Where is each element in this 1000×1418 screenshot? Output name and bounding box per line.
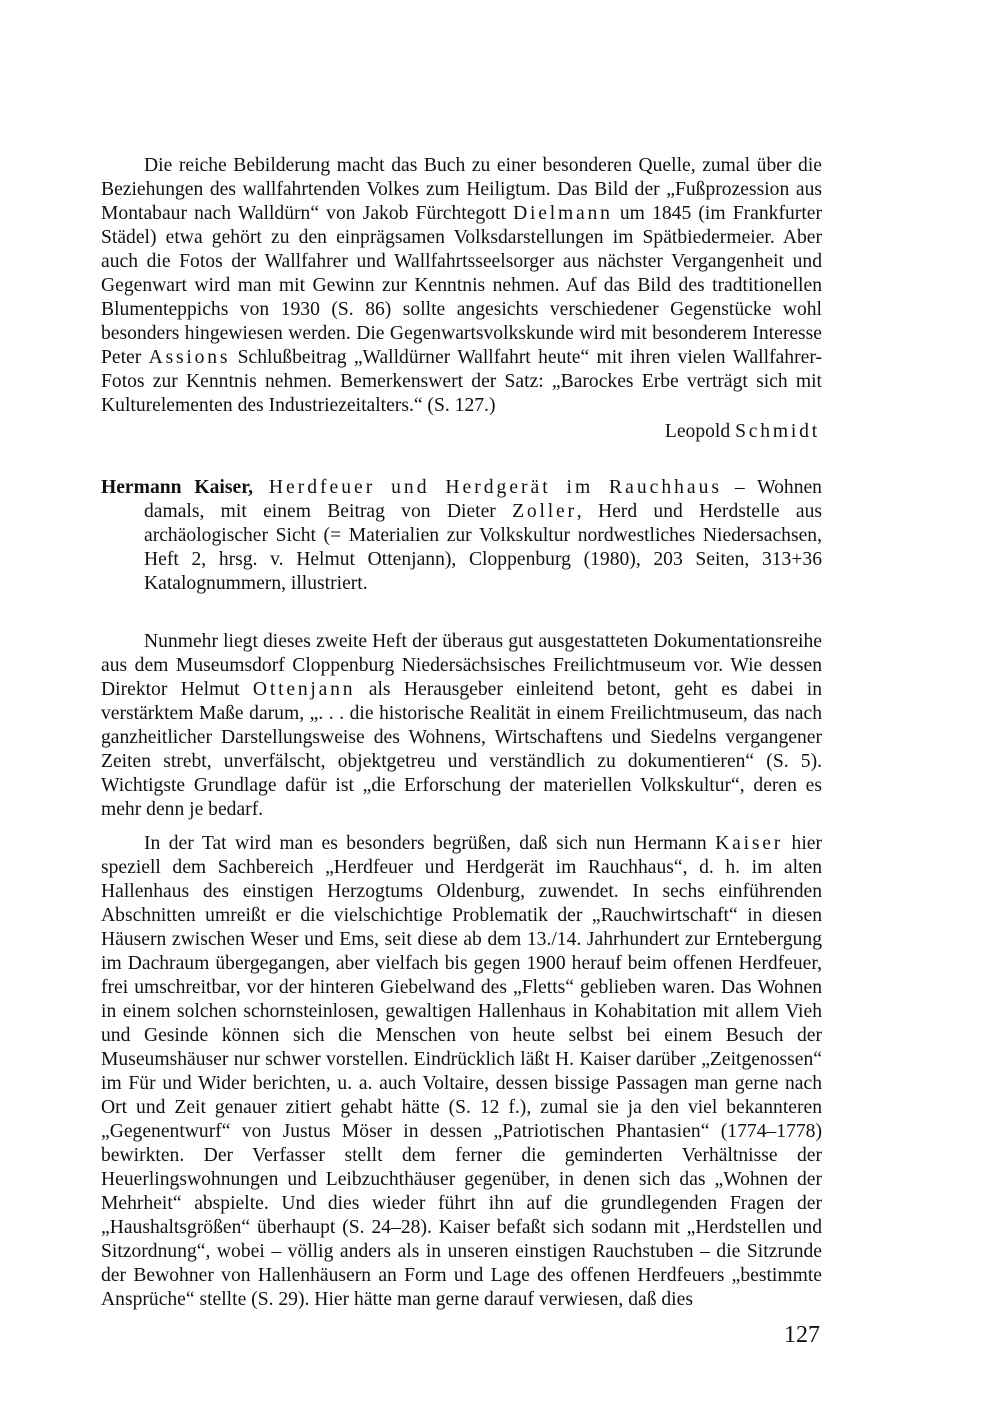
person-name: Dielmann (513, 203, 613, 224)
page-number: 127 (784, 1322, 820, 1348)
bibliographic-entry: Hermann Kaiser, Herdfeuer und Herdgerät im Rauchhaus – Wohnen damals, mit einem Beitrag von Dieter Zoller, Herd und Herdstelle aus archäologischer Sicht (= Materialien zur Volkskultur nordwestliches Niedersachsen, Heft 2, hrsg. v. Helmut Ottenjann), Cloppenburg (1980), 203 Seiten, 313+36 Katalognummern, illustriert. (101, 477, 822, 594)
person-name: Zoller (512, 501, 577, 522)
reviewer-signature: Leopold Schmidt (664, 421, 820, 442)
person-name: Ottenjann (252, 679, 356, 700)
document-page (101, 154, 822, 1312)
entry-author: Hermann Kaiser, (101, 477, 253, 498)
review-paragraph: In der Tat wird man es besonders begrüßen, daß sich nun Hermann Kaiser hier speziell dem Sachbereich „Herdfeuer und Herdgerät im Rauchhaus“, d. h. im alten Hallenhaus des einstigen Herzogtums Oldenburg, zuwendet. In sechs einführenden Abschnitten umreißt er die vielschichtige Problematik der „Rauchwirtschaft“ in diesen Häusern zwischen Weser und Ems, seit diese ab dem 13./14. Jahrhundert zur Erntebergung im Dachraum übergegangen, aber vielfach bis gegen 1900 herauf beim offenen Herdfeuer, frei umschreitbar, vor der hinteren Giebelwand des „Fletts“ geblieben waren. Das Wohnen in einem solchen schornsteinlosen, gewaltigen Hallenhaus in Kohabitation mit allem Vieh und Gesinde können sich die Menschen von heute selbst bei einem Besuch der Museumshäuser nur schwer vorstellen. Eindrücklich läßt H. Kaiser darüber „Zeitgenossen“ im Für und Wider berichten, u. a. auch Voltaire, dessen bissige Passagen man gerne nach Ort und Zeit genauer zitiert gehabt hätte (S. 12 f.), zumal sie ja den viel bekannteren „Gegenentwurf“ von Justus Möser in dessen „Patriotischen Phantasien“ (1774–1778) bewirkten. Der Verfasser stellt dem ferner die geminderten Verhältnisse der Heuerlingswohnungen und Leibzuchthäuser gegenüber, in denen sich das „Wohnen der Mehrheit“ abspielte. Und dies wieder führt ihn auf die grundlegenden Fragen der „Haushaltsgrößen“ überhaupt (S. 24–28). Kaiser befaßt sich sodann mit „Herdstellen und Sitzordnung“, wobei – völlig anders als in unseren einstigen Rauchstuben – die Sitzrunde der Bewohner von Hallenhäusern an Form und Lage des offenen Herdfeuers „bestimmte Ansprüche“ stellte (S. 29). Hier hätte man gerne darauf verwiesen, daß dies (101, 833, 822, 1310)
review-paragraph: Nunmehr liegt dieses zweite Heft der überaus gut ausgestatteten Dokumentationsreihe aus dem Museumsdorf Cloppenburg Niedersächsisches Freilichtmuseum vor. Wie dessen Direktor Helmut Ottenjann als Herausgeber einleitend betont, geht es dabei in verstärktem Maße darum, „. . . die historische Realität in einem Freilichtmuseum, das nach ganzheitlicher Darstellungsweise des Wohnens, Wirtschaftens und Siedelns vergangener Zeiten strebt, unverfälscht, objektgetreu und verständlich zu dokumentieren“ (S. 5). Wichtigste Grundlage dafür ist „die Erforschung der materiellen Volkskultur“, deren es mehr denn je bedarf. (101, 631, 822, 820)
review-paragraph: Die reiche Bebilderung macht das Buch zu einer besonderen Quelle, zumal über die Beziehungen des wallfahrtenden Volkes zum Heiligtum. Das Bild der „Fußprozession aus Montabaur nach Walldürn“ von Jakob Fürchtegott Dielmann um 1845 (im Frankfurter Städel) etwa gehört zu den einprägsamen Volksdarstellungen im Spätbiedermeier. Aber auch die Fotos der Wallfahrer und Wallfahrtsseelsorger aus nächster Vergangenheit und Gegenwart wird man mit Gewinn zur Kenntnis nehmen. Auf das Bild des tradtitionellen Blumenteppichs von 1930 (S. 86) sollte angesichts verschiedener Gegenstücke wohl besonders hingewiesen werden. Die Gegenwartsvolkskunde wird mit besonderem Interesse Peter Assions Schlußbeitrag „Walldürner Wallfahrt heute“ mit ihren vielen Wallfahrer-Fotos zur Kenntnis nehmen. Bemerkenswert der Satz: „Barockes Erbe verträgt sich mit Kulturelementen des Industriezeitalters.“ (S. 127.) (101, 155, 822, 416)
person-name: Assions (148, 347, 231, 368)
entry-title: Herdfeuer und Herdgerät im Rauchhaus (253, 477, 723, 498)
person-name: Kaiser (715, 833, 784, 854)
